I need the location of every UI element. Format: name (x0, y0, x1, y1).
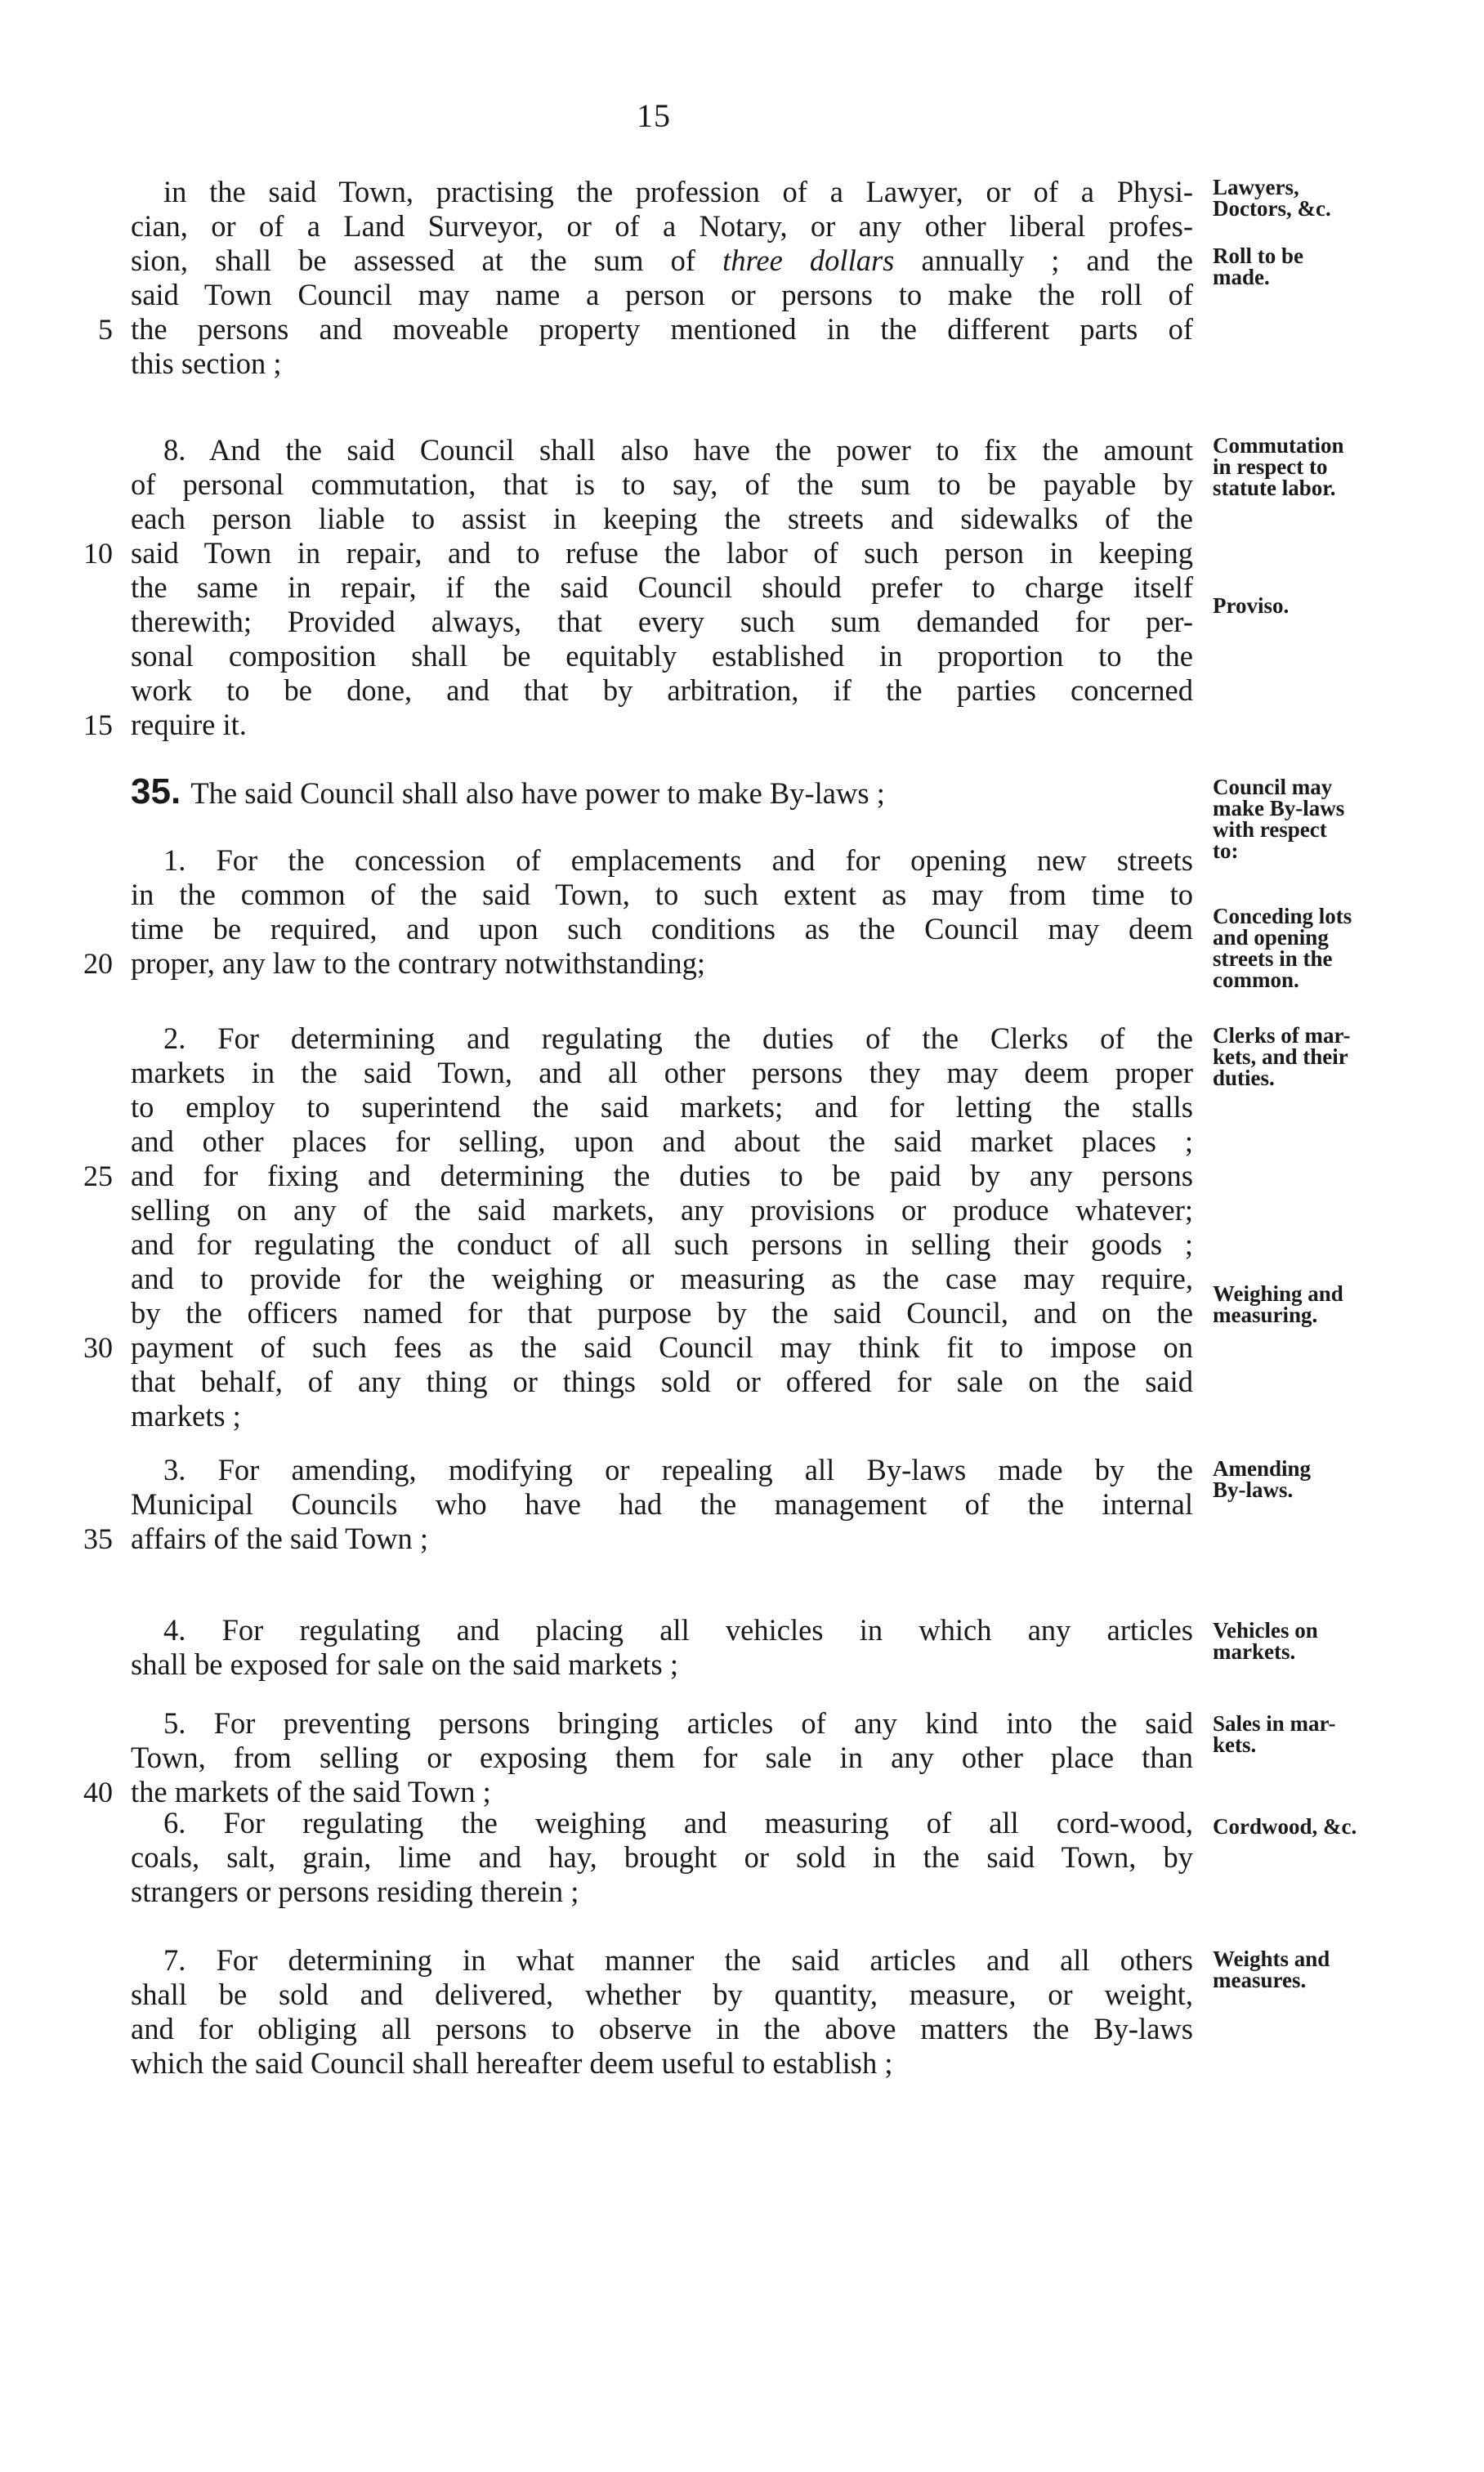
marginal-note-line: common. (1213, 968, 1299, 992)
marginal-note-line: in respect to (1213, 454, 1328, 479)
marginal-note-line: statute labor. (1213, 476, 1336, 500)
text-line: and for regulating the conduct of all such persons in selling their goods ; (131, 1227, 1193, 1261)
marginal-note-line: Proviso. (1213, 593, 1290, 618)
text-line: Town, from selling or exposing them for sale in any other place than (131, 1741, 1193, 1774)
text-line: 4. For regulating and placing all vehicles in which any articles (163, 1613, 1193, 1647)
line-number: 15 (83, 709, 113, 741)
text-line: this section ; (131, 346, 282, 380)
text-line: in the said Town, practising the profession of a Lawyer, or of a Physi- (163, 175, 1193, 208)
text-line: 6. For regulating the weighing and measuring of all cord-wood, (163, 1806, 1193, 1839)
text-line: 3. For amending, modifying or repealing all By-laws made by the (163, 1453, 1193, 1486)
marginal-note (1213, 435, 1458, 498)
text-line: the persons and moveable property mentioned in the different parts of (131, 312, 1193, 346)
text-line: each person liable to assist in keeping the streets and sidewalks of the (131, 502, 1193, 535)
text-line: sion, shall be assessed at the sum of three dollars annually ; and the (131, 244, 1193, 277)
line-number: 20 (83, 947, 113, 980)
marginal-note (1213, 1025, 1458, 1088)
marginal-note-line: measures. (1213, 1968, 1307, 1992)
marginal-note (1213, 776, 1458, 861)
marginal-note (1213, 1948, 1458, 1991)
text-line: markets in the said Town, and all other persons they may deem proper (131, 1056, 1193, 1089)
text-line: 7. For determining in what manner the said articles and all others (163, 1943, 1193, 1977)
marginal-note-line: By-laws. (1213, 1477, 1294, 1502)
marginal-note-line: Commutation (1213, 433, 1344, 458)
text-line: and for obliging all persons to observe in the above matters the By-laws (131, 2012, 1193, 2045)
marginal-note-line: Council may (1213, 775, 1333, 799)
text-line: 8. And the said Council shall also have the power to fix the amount (163, 433, 1193, 467)
line-number: 40 (83, 1776, 113, 1808)
marginal-note (1213, 245, 1458, 288)
text-line: require it. (131, 708, 247, 741)
marginal-note-line: kets, and their (1213, 1044, 1348, 1069)
text-line: in the common of the said Town, to such extent as may from time to (131, 878, 1193, 911)
marginal-note-line: streets in the (1213, 946, 1333, 971)
marginal-note (1213, 1458, 1458, 1500)
text-line: the same in repair, if the said Council should prefer to charge itself (131, 570, 1193, 604)
text-line: 5. For preventing persons bringing articles of any kind into the said (163, 1706, 1193, 1740)
marginal-note (1213, 595, 1458, 616)
marginal-note-line: Clerks of mar- (1213, 1023, 1351, 1048)
marginal-note-line: and opening (1213, 925, 1329, 950)
text-line: work to be done, and that by arbitration, if the parties concerned (131, 673, 1193, 707)
marginal-note-line: Vehicles on (1213, 1618, 1318, 1643)
text-line: therewith; Provided always, that every such sum demanded for per- (131, 605, 1193, 638)
text-line: to employ to superintend the said markets; and for letting the stalls (131, 1090, 1193, 1124)
marginal-note-line: Amending (1213, 1456, 1312, 1481)
marginal-note (1213, 1283, 1458, 1325)
section-number: 35. (131, 771, 191, 811)
text-line: said Town Council may name a person or persons to make the roll of (131, 278, 1193, 311)
line-number: 25 (83, 1160, 113, 1192)
text-line: markets ; (131, 1399, 241, 1433)
text-line: sonal composition shall be equitably established in proportion to the (131, 639, 1193, 673)
marginal-note (1213, 1713, 1458, 1755)
text-line: of personal commutation, that is to say, of the sum to be payable by (131, 467, 1193, 501)
text-line: that behalf, of any thing or things sold or offered for sale on the said (131, 1365, 1193, 1398)
text-line: 1. For the concession of emplacements and for opening new streets (163, 843, 1193, 877)
text-line: payment of such fees as the said Council may think fit to impose on (131, 1330, 1193, 1364)
text-line: Municipal Councils who have had the management of the internal (131, 1487, 1193, 1521)
marginal-note-line: measuring. (1213, 1303, 1318, 1327)
marginal-note-line: Weights and (1213, 1947, 1330, 1971)
text-line: coals, salt, grain, lime and hay, brought or sold in the said Town, by (131, 1840, 1193, 1874)
line-number: 30 (83, 1331, 113, 1364)
text-line: 2. For determining and regulating the duties of the Clerks of the (163, 1021, 1193, 1055)
text-line: shall be exposed for sale on the said markets ; (131, 1647, 678, 1681)
marginal-note-line: kets. (1213, 1732, 1257, 1757)
marginal-note-line: Doctors, &c. (1213, 196, 1331, 221)
text-line: affairs of the said Town ; (131, 1522, 429, 1555)
text-line: by the officers named for that purpose by the said Council, and on the (131, 1296, 1193, 1330)
marginal-note (1213, 1816, 1458, 1837)
line-number: 10 (83, 537, 113, 570)
marginal-note-line: to: (1213, 838, 1239, 863)
text-line: selling on any of the said markets, any provisions or produce whatever; (131, 1193, 1193, 1227)
text-line: strangers or persons residing therein ; (131, 1875, 579, 1908)
marginal-note-line: with respect (1213, 817, 1327, 842)
text-line: the markets of the said Town ; (131, 1775, 491, 1808)
marginal-note-line: duties. (1213, 1066, 1275, 1090)
marginal-note-line: Roll to be (1213, 244, 1303, 268)
text-line: said Town in repair, and to refuse the labor of such person in keeping (131, 536, 1193, 570)
marginal-note-line: markets. (1213, 1639, 1296, 1664)
text-line: time be required, and upon such conditions as the Council may deem (131, 912, 1193, 945)
text-line: cian, or of a Land Surveyor, or of a Notary, or any other liberal profes- (131, 209, 1193, 243)
marginal-note-line: make By-laws (1213, 796, 1345, 820)
marginal-note-line: Lawyers, (1213, 175, 1299, 199)
text-line: and other places for selling, upon and about the said market places ; (131, 1124, 1193, 1158)
text-line: shall be sold and delivered, whether by quantity, measure, or weight, (131, 1978, 1193, 2011)
marginal-note-line: Weighing and (1213, 1281, 1343, 1306)
page-number: 15 (637, 97, 671, 134)
marginal-note (1213, 177, 1458, 219)
line-number: 35 (83, 1522, 113, 1555)
marginal-note (1213, 905, 1458, 990)
text-line: which the said Council shall hereafter deem useful to establish ; (131, 2046, 893, 2080)
text-line: and for fixing and determining the duties to be paid by any persons (131, 1159, 1193, 1192)
marginal-note (1213, 1620, 1458, 1662)
marginal-note-line: made. (1213, 265, 1270, 289)
marginal-note-line: Sales in mar- (1213, 1711, 1336, 1736)
text-line: proper, any law to the contrary notwithstanding; (131, 946, 706, 980)
marginal-note-line: Cordwood, &c. (1213, 1814, 1357, 1839)
text-line: 35. The said Council shall also have power to make By-laws ; (131, 771, 885, 811)
text-line: and to provide for the weighing or measuring as the case may require, (131, 1262, 1193, 1295)
marginal-note-line: Conceding lots (1213, 904, 1352, 928)
line-number: 5 (98, 313, 113, 346)
